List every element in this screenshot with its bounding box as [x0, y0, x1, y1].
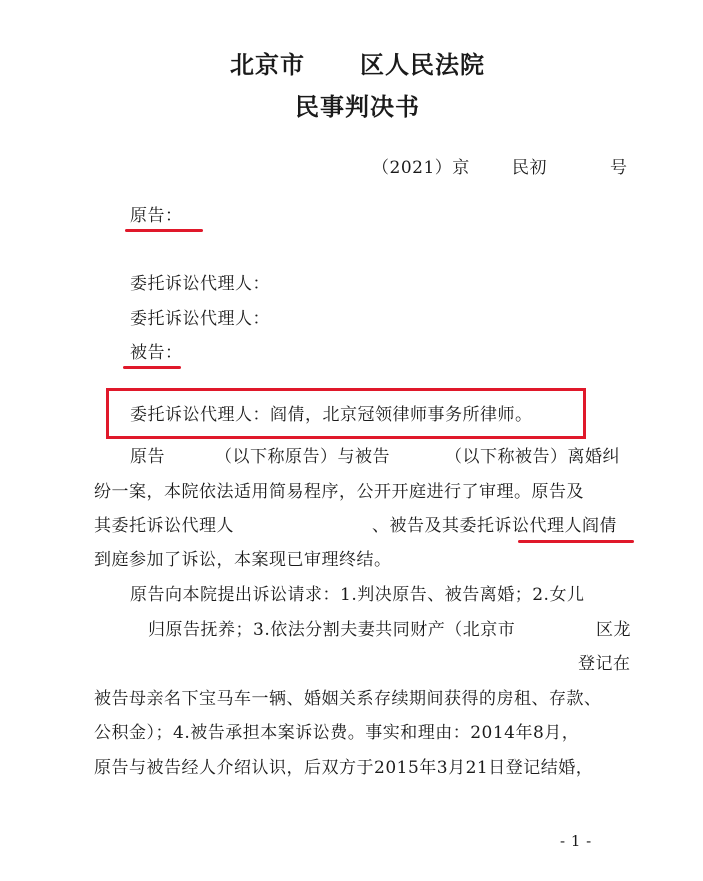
plaintiff-agent-label-2: 委托诉讼代理人： — [130, 309, 270, 329]
document-type-title: 民事判决书 — [295, 93, 420, 121]
defendant-highlight-underline — [123, 366, 181, 369]
p2-line2-b: 区龙 — [596, 620, 631, 640]
defendant-agent-line: 委托诉讼代理人：阎倩，北京冠领律师事务所律师。 — [130, 405, 533, 425]
p1-line3-a: 其委托诉讼代理人 — [94, 516, 234, 536]
court-name-part2: 区人民法院 — [360, 51, 485, 79]
page-number: - 1 - — [560, 832, 592, 850]
court-name-part1: 北京市 — [230, 51, 305, 79]
defendant-label: 被告： — [130, 343, 183, 363]
p2-line5: 公积金）；4.被告承担本案诉讼费。事实和理由：2014年8月， — [94, 723, 580, 743]
p2-line4: 被告母亲名下宝马车一辆、婚姻关系存续期间获得的房租、存款、 — [94, 689, 602, 709]
p2-line3: 登记在 — [578, 654, 631, 674]
p1-line1-c: （以下称被告）离婚纠 — [445, 447, 620, 467]
p2-line1: 原告向本院提出诉讼请求：1.判决原告、被告离婚；2.女儿 — [130, 585, 585, 605]
p1-line3-b: 、被告及其委托诉讼代理人阎倩 — [372, 516, 617, 536]
case-number-year: （2021）京 — [372, 158, 470, 178]
p1-line2: 纷一案，本院依法适用简易程序，公开开庭进行了审理。原告及 — [94, 482, 584, 502]
p1-line1-a: 原告 — [130, 447, 165, 467]
case-number-type: 民初 — [512, 158, 547, 178]
p2-line6: 原告与被告经人介绍认识，后双方于2015年3月21日登记结婚， — [94, 758, 594, 778]
p1-line1-b: （以下称原告）与被告 — [215, 447, 390, 467]
plaintiff-highlight-underline — [125, 229, 203, 232]
plaintiff-label: 原告： — [130, 206, 183, 226]
p2-line2-a: 归原告抚养；3.依法分割夫妻共同财产（北京市 — [148, 620, 516, 640]
agent-name-highlight-underline — [518, 540, 634, 543]
p1-line4: 到庭参加了诉讼，本案现已审理终结。 — [94, 550, 392, 570]
case-number-suffix: 号 — [610, 158, 628, 178]
plaintiff-agent-label-1: 委托诉讼代理人： — [130, 274, 270, 294]
